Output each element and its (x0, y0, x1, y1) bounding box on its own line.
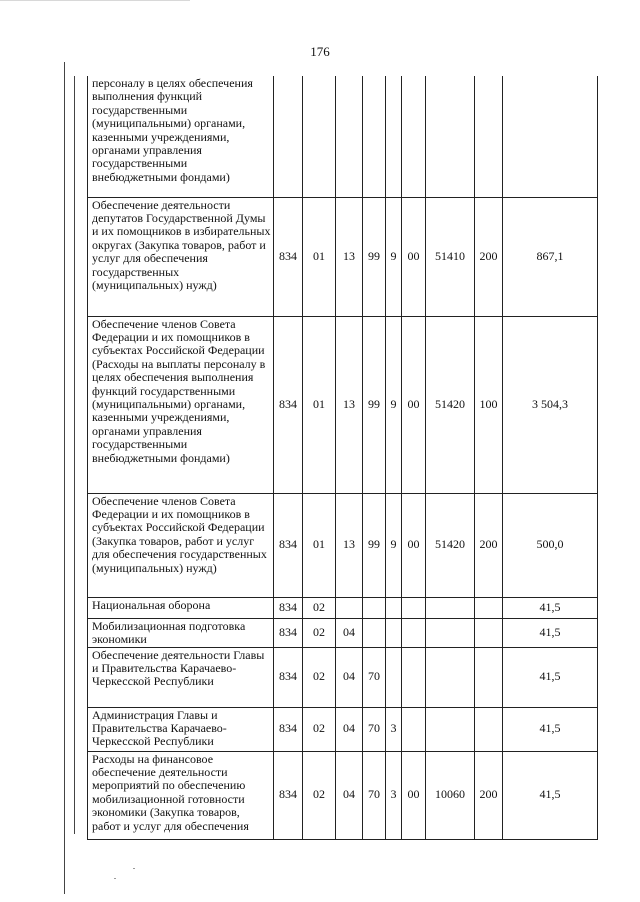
subsection-code: 13 (336, 197, 363, 316)
expense-type-code (475, 618, 503, 647)
expense-type-code (475, 76, 503, 197)
amount-value: 41,5 (503, 647, 598, 707)
event-code (402, 618, 426, 647)
table-row (88, 751, 598, 839)
table-row (88, 76, 598, 197)
ved-code (274, 76, 303, 197)
section-code (303, 76, 336, 197)
subsection-code: 04 (336, 751, 363, 839)
ved-code: 834 (274, 597, 303, 618)
direction-code (426, 597, 475, 618)
program-code (363, 597, 386, 618)
row-name: Обеспечение членов Совета Федерации и их помощников в субъектах Российской Федерации (Расходы на выплаты персоналу в целях обеспечения выполнения функций государственными (муниципальными) органами, казенными учреждениями, органами управления государственными внебюджетными фондами) (88, 316, 274, 493)
expense-type-code: 200 (475, 751, 503, 839)
section-code: 02 (303, 647, 336, 707)
subprogram-code: 9 (386, 197, 402, 316)
subsection-code: 13 (336, 493, 363, 597)
section-code: 01 (303, 197, 336, 316)
amount-value: 867,1 (503, 197, 598, 316)
expense-type-code (475, 597, 503, 618)
budget-table (87, 76, 598, 840)
left-border-line (74, 76, 75, 834)
program-code: 70 (363, 707, 386, 751)
expense-type-code (475, 707, 503, 751)
expense-type-code: 200 (475, 197, 503, 316)
subsection-code (336, 597, 363, 618)
subprogram-code (386, 618, 402, 647)
row-name: Национальная оборона (88, 597, 274, 618)
row-name: Расходы на финансовое обеспечение деятельности мероприятий по обеспечению мобилизационной готовности экономики (Закупка товаров, работ и услуг для обеспечения (88, 751, 274, 839)
amount-value: 3 504,3 (503, 316, 598, 493)
subsection-code: 13 (336, 316, 363, 493)
subprogram-code: 3 (386, 751, 402, 839)
section-code: 02 (303, 618, 336, 647)
table-row (88, 197, 598, 316)
ved-code: 834 (274, 618, 303, 647)
subprogram-code: 9 (386, 316, 402, 493)
amount-value (503, 76, 598, 197)
program-code: 99 (363, 316, 386, 493)
left-margin-line (64, 62, 65, 894)
amount-value: 500,0 (503, 493, 598, 597)
subsection-code: 04 (336, 647, 363, 707)
table-row (88, 597, 598, 618)
page-number: 176 (310, 44, 330, 59)
table-row (88, 493, 598, 597)
table-row (88, 707, 598, 751)
event-code: 00 (402, 316, 426, 493)
expense-type-code: 200 (475, 493, 503, 597)
event-code: 00 (402, 197, 426, 316)
direction-code (426, 707, 475, 751)
ved-code: 834 (274, 751, 303, 839)
table-row (88, 316, 598, 493)
section-code: 01 (303, 316, 336, 493)
event-code (402, 76, 426, 197)
direction-code (426, 647, 475, 707)
subprogram-code: 9 (386, 493, 402, 597)
amount-value: 41,5 (503, 618, 598, 647)
subsection-code: 04 (336, 707, 363, 751)
amount-value: 41,5 (503, 751, 598, 839)
program-code: 99 (363, 493, 386, 597)
row-name: Администрация Главы и Правительства Карачаево-Черкесской Республики (88, 707, 274, 751)
direction-code: 51420 (426, 316, 475, 493)
section-code: 02 (303, 597, 336, 618)
amount-value: 41,5 (503, 597, 598, 618)
row-name: персоналу в целях обеспечения выполнения функций государственными (муниципальными) органами, казенными учреждениями, органами управления государственными внебюджетными фондами) (88, 76, 274, 197)
direction-code (426, 618, 475, 647)
subprogram-code (386, 647, 402, 707)
program-code: 70 (363, 647, 386, 707)
section-code: 02 (303, 751, 336, 839)
section-code: 01 (303, 493, 336, 597)
row-name: Обеспечение деятельности депутатов Государственной Думы и их помощников в избирательных округах (Закупка товаров, работ и услуг для обеспечения государственных (муниципальных) нужд) (88, 197, 274, 316)
ved-code: 834 (274, 197, 303, 316)
row-name: Обеспечение деятельности Главы и Правительства Карачаево-Черкесской Республики (88, 647, 274, 707)
direction-code (426, 76, 475, 197)
ved-code: 834 (274, 647, 303, 707)
program-code: 70 (363, 751, 386, 839)
program-code (363, 618, 386, 647)
subprogram-code (386, 597, 402, 618)
subprogram-code: 3 (386, 707, 402, 751)
scan-speck (133, 868, 135, 869)
ved-code: 834 (274, 493, 303, 597)
program-code: 99 (363, 197, 386, 316)
direction-code: 51410 (426, 197, 475, 316)
row-name: Мобилизационная подготовка экономики (88, 618, 274, 647)
row-name: Обеспечение членов Совета Федерации и их помощников в субъектах Российской Федерации (Закупка товаров, работ и услуг для обеспечения государственных (муниципальных) нужд) (88, 493, 274, 597)
event-code (402, 647, 426, 707)
event-code: 00 (402, 493, 426, 597)
table-row (88, 618, 598, 647)
event-code (402, 707, 426, 751)
subsection-code: 04 (336, 618, 363, 647)
direction-code: 51420 (426, 493, 475, 597)
ved-code: 834 (274, 316, 303, 493)
table-row (88, 647, 598, 707)
scan-edge-line (0, 0, 190, 1)
subprogram-code (386, 76, 402, 197)
section-code: 02 (303, 707, 336, 751)
amount-value: 41,5 (503, 707, 598, 751)
program-code (363, 76, 386, 197)
subsection-code (336, 76, 363, 197)
scan-speck (114, 878, 116, 879)
expense-type-code (475, 647, 503, 707)
ved-code: 834 (274, 707, 303, 751)
event-code: 00 (402, 751, 426, 839)
event-code (402, 597, 426, 618)
direction-code: 10060 (426, 751, 475, 839)
expense-type-code: 100 (475, 316, 503, 493)
